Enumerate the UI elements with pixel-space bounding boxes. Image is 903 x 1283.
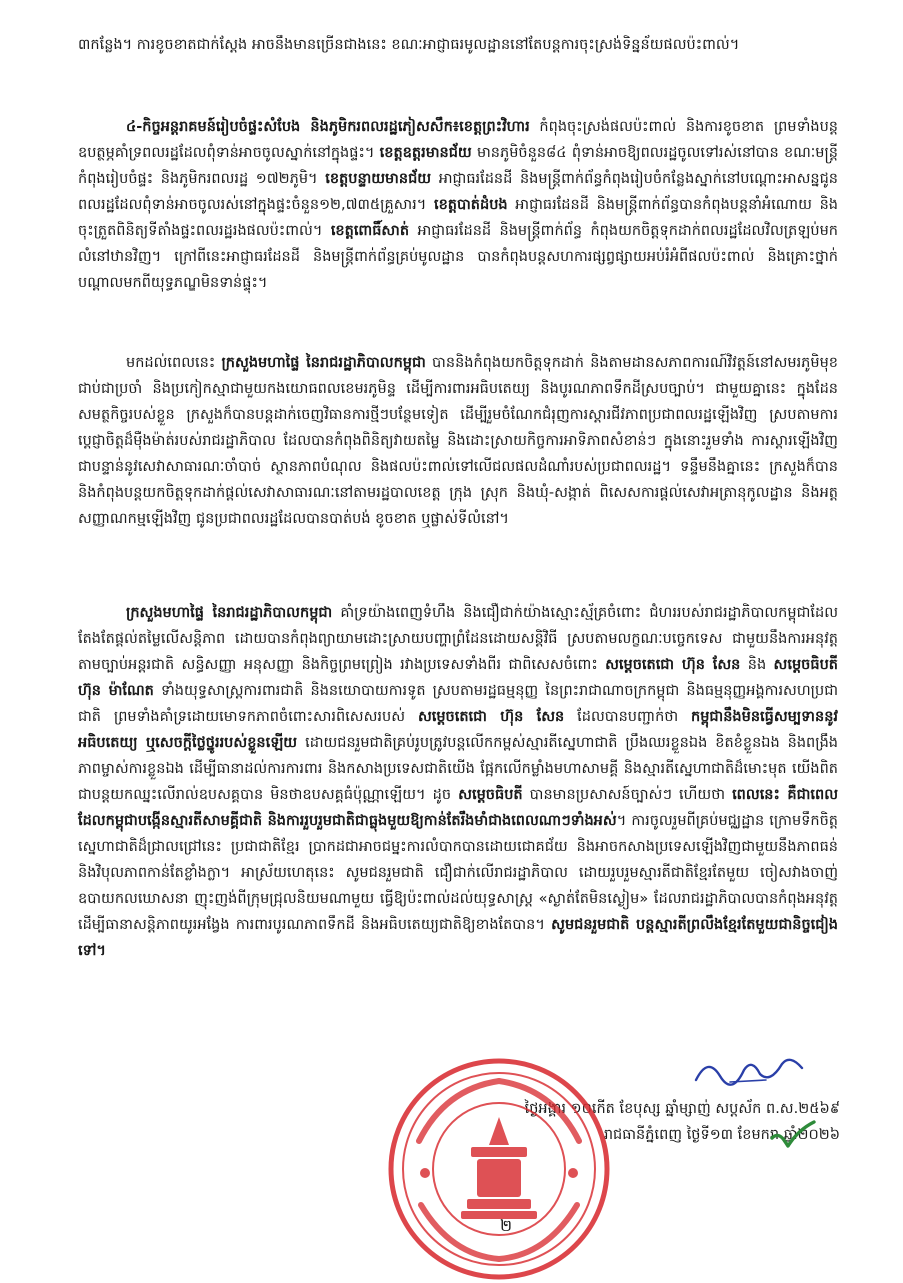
section-lead: ៤-កិច្ចអន្តរាគមន៍រៀបចំផ្ទះសំបែង និងភូមិករពលរដ្ឋភៀសសឹក៖ [126,119,460,135]
province-battambang: ខេត្តបាត់ដំបង [433,197,508,213]
paragraph-housing-intervention: ៤-កិច្ចអន្តរាគមន៍រៀបចំផ្ទះសំបែង និងភូមិករពលរដ្ឋភៀសសឹក៖ខេត្តព្រះវិហារ កំពុងចុះស្រង់ផលប៉ះពាល់ និងការខូចខាត ព្រមទាំងបន្តឧបត្ថម្ភគាំទ្រពលរដ្ឋដែលពុំទាន់អាចចូលស្នាក់នៅក្នុងផ្ទះ។ ខេត្តឧត្តរមានជ័យ មានភូមិចំនួន៨៤ ពុំទាន់អាចឱ្យពលរដ្ឋចូលទៅរស់នៅបាន ខណៈមន្ត្រីកំពុងរៀបចំផ្ទះ និងភូមិករពលរដ្ឋ ១៧២ភូមិ។ ខេត្តបន្ទាយមានជ័យ អាជ្ញាធរដែនដី និងមន្ត្រីពាក់ព័ន្ធកំពុងរៀបចំកន្លែងស្នាក់នៅបណ្ដោះអាសន្នជូនពលរដ្ឋដែលពុំទាន់អាចចូលរស់នៅក្នុងផ្ទះចំនួន១២,៧៣៥គ្រួសារ។ ខេត្តបាត់ដំបង អាជ្ញាធរដែនដី និងមន្ត្រីពាក់ព័ន្ធបានកំពុងបន្តនាំអំណោយ និងចុះត្រួតពិនិត្យទីតាំងផ្ទះពលរដ្ឋរងផលប៉ះពាល់។ ខេត្តពោធិ៍សាត់ អាជ្ញាធរដែនដី និងមន្ត្រីពាក់ព័ន្ធ កំពុងយកចិត្តទុកដាក់ពលរដ្ឋដែលវិលត្រឡប់មកលំនៅឋានវិញ។ ក្រៅពីនេះអាជ្ញាធរដែនដី និងមន្ត្រីពាក់ព័ន្ធគ្រប់មូលដ្ឋាន បានកំពុងបន្តសហការផ្សព្វផ្សាយអប់រំអំពីផលប៉ះពាល់ និងគ្រោះថ្នាក់បណ្ដាលមកពីយុទ្ធភណ្ឌមិនទាន់ផ្ទុះ។ [78,119,839,291]
page-number: ២ [500,1216,513,1235]
ministry-name: ក្រសួងមហាផ្ទៃ នៃរាជរដ្ឋាភិបាលកម្ពុជា [221,355,426,371]
paragraph-damage-note [78,32,838,58]
name-hun-sen: សម្ដេចតេជោ ហ៊ុន សែន [417,709,565,725]
approval-checkmark-icon [768,1118,818,1152]
province-oddar-meanchey: ខេត្តឧត្តរមានជ័យ [379,145,472,161]
quote-national-unity: ពេលនេះ គឺជាពេលដែលកម្ពុជាបង្កើនស្មារតីសាមគ្គីជាតិ និងការរួបរួមជាតិជាធ្លុងមួយឱ្យកាន់តែរឹងមាំជាងពេលណាៗទាំងអស់ [78,787,838,829]
quote-sovereignty: កម្ពុជានឹងមិនធ្វើសម្បទាននូវអធិបតេយ្យ ឬសេចក្ដីថ្លៃថ្នូររបស់ខ្លួនឡើយ [78,709,838,751]
paragraph-ministry-support: ក្រសួងមហាផ្ទៃ នៃរាជរដ្ឋាភិបាលកម្ពុជា គាំទ្រយ៉ាងពេញទំហឹង និងជឿជាក់យ៉ាងស្មោះស្ម័គ្រចំពោះ ជំហររបស់រាជរដ្ឋាភិបាលកម្ពុជាដែលតែងតែផ្ដល់តម្លៃលើសន្តិភាព ដោយបានកំពុងព្យាយាមដោះស្រាយបញ្ហាព្រំដែនដោយសន្តិវិធី ស្របតាមលក្ខណៈបច្ចេកទេស ជាមួយនឹងការអនុវត្តតាមច្បាប់អន្តរជាតិ សន្ធិសញ្ញា អនុសញ្ញា និងកិច្ចព្រមព្រៀង រវាងប្រទេសទាំងពីរ ជាពិសេសចំពោះ សម្ដេចតេជោ ហ៊ុន សែន និង សម្ដេចធិបតី ហ៊ុន ម៉ាណែត ទាំងយុទ្ធសាស្ត្រការពារជាតិ និងនយោបាយការទូត ស្របតាមរដ្ឋធម្មនុញ្ញ នៃព្រះរាជាណាចក្រកម្ពុជា និងធម្មនុញ្ញអង្គការសហប្រជាជាតិ ព្រមទាំងគាំទ្រដោយមោទកភាពចំពោះសារពិសេសរបស់ សម្ដេចតេជោ ហ៊ុន សែន ដែលបានបញ្ជាក់ថា កម្ពុជានឹងមិនធ្វើសម្បទាននូវអធិបតេយ្យ ឬសេចក្ដីថ្លៃថ្នូររបស់ខ្លួនឡើយ ដោយជនរួមជាតិគ្រប់រូបត្រូវបន្តលើកកម្ពស់ស្មារតីស្នេហាជាតិ ប្រឹងឈរខ្លួនឯង ខិតខំខ្លួនឯង និងពង្រឹងភាពម្ចាស់ការខ្លួនឯង ដើម្បីធានាដល់ការការពារ និងកសាងប្រទេសជាតិយើង ផ្អែកលើកម្លាំងមហាសាមគ្គី និងស្មារតីស្នេហាជាតិដ៏មោះមុត យើងពិតជាបន្តយកឈ្នះលើរាល់ឧបសគ្គបាន មិនថាឧបសគ្គធំប៉ុណ្ណាឡើយ។ ដូច សម្ដេចធិបតី បានមានប្រសាសន៍ច្បាស់ៗ ហើយថា ពេលនេះ គឺជាពេលដែលកម្ពុជាបង្កើនស្មារតីសាមគ្គីជាតិ និងការរួបរួមជាតិជាធ្លុងមួយឱ្យកាន់តែរឹងមាំជាងពេលណាៗទាំងអស់។ ការចូលរួមពីគ្រប់មជ្ឈដ្ឋាន ក្រោមទឹកចិត្តស្នេហាជាតិដ៏ជ្រាលជ្រៅនេះ ប្រជាជាតិខ្មែរ ប្រាកដជាអាចជម្នះការលំបាកបានដោយជោគជ័យ និងអាចកសាងប្រទេសឡើងវិញជាមួយនឹងភាពធន់ និងវិបុលភាពកាន់តែខ្លាំងក្លា។ អាស្រ័យហេតុនេះ សូមជនរួមជាតិ ជឿជាក់លើរាជរដ្ឋាភិបាល ដោយរួបរួមស្មារតីជាតិខ្មែរតែមួយ ចៀសវាងចាញ់ឧបាយកលឃោសនា ញុះញង់ពីក្រុមជ្រុលនិយមណាមួយ ធ្វើឱ្យប៉ះពាល់ដល់យុទ្ធសាស្ត្រ «ស្ងាត់តែមិនស្ងៀម» ដែលរាជរដ្ឋាភិបាលបានកំពុងអនុវត្ត ដើម្បីធានាសន្តិភាពយូរអង្វែង ការពារបូរណភាពទឹកដី និងអធិបតេយ្យជាតិឱ្យខាងតែបាន។ សូមជនរួមជាតិ បន្តស្មារតីព្រលឹងខ្មែរតែមួយជានិច្ចជៀងទៅ។ [78,605,839,959]
paragraph-text: ៣កន្លែង។ ការខូចខាតជាក់ស្ដែង អាចនឹងមានច្រើនជាងនេះ ខណៈអាជ្ញាធរមូលដ្ឋាននៅតែបន្តការចុះស្រង់ទិន្នន័យផលប៉ះពាល់។ [78,37,740,53]
province-preah-vihear: ខេត្តព្រះវិហារ [459,119,530,135]
closing-appeal: សូមជនរួមជាតិ បន្តស្មារតីព្រលឹងខ្មែរតែមួយជានិច្ចជៀងទៅ។ [78,917,838,959]
ministry-name: ក្រសួងមហាផ្ទៃ នៃរាជរដ្ឋាភិបាលកម្ពុជា [126,605,333,621]
name-hun-sen: សម្ដេចតេជោ ហ៊ុន សែន [605,657,741,673]
paragraph-ministry-actions: មកដល់ពេលនេះ ក្រសួងមហាផ្ទៃ នៃរាជរដ្ឋាភិបាលកម្ពុជា បាននិងកំពុងយកចិត្តទុកដាក់ និងតាមដានសភាពការណ៍វិវត្តន៍នៅសមរភូមិមុខជាប់ជាប្រចាំ និងប្រកៀកស្មាជាមួយកងយោធពលខេមរភូមិន្ទ ដើម្បីការពារអធិបតេយ្យ និងបូរណភាពទឹកដីស្របច្បាប់។ ជាមួយគ្នានេះ ក្នុងដែនសមត្ថកិច្ចរបស់ខ្លួន ក្រសួងក៏បានបន្តដាក់ចេញវិធានការថ្មីៗបន្ថែមទៀត ដើម្បីរួមចំណែកជំរុញការស្ដារជីវភាពប្រជាពលរដ្ឋឡើងវិញ ស្របតាមការប្ដេជ្ញាចិត្តដ៏មុឺងម៉ាត់របស់រាជរដ្ឋាភិបាល ដែលបានកំពុងពិនិត្យវាយតម្លៃ និងដោះស្រាយកិច្ចការអាទិភាពសំខាន់ៗ ក្នុងនោះរួមទាំង ការស្ដារឡើងវិញជាបន្ទាន់នូវសេវាសាធារណៈចាំបាច់ ស្ថានភាពបំណុល និងផលប៉ះពាល់ទៅលើជលផលដំណាំរបស់ប្រជាពលរដ្ឋ។ ទន្ទឹមនឹងគ្នានេះ ក្រសួងក៏បាននិងកំពុងបន្តយកចិត្តទុកដាក់ផ្ដល់សេវាសាធារណៈនៅតាមរដ្ឋបាលខេត្ត ក្រុង ស្រុក និងឃុំ-សង្កាត់ ពិសេសការផ្ដល់សេវាអត្រានុកូលដ្ឋាន និងអត្តសញ្ញាណកម្មឡើងវិញ ជូនប្រជាពលរដ្ឋដែលបានបាត់បង់ ខូចខាត ឬផ្លាស់ទីលំនៅ។ [78,355,838,527]
lunar-date-line: ថ្ងៃអង្គារ ១០កើត ខែបុស្ស ឆ្នាំម្សាញ់ សប្តស័ក ព.ស.២៥៦៩ [524,1101,840,1117]
official-seal-icon [385,1055,613,1283]
name-hun-manet: សម្ដេចធិបតី ហ៊ុន ម៉ាណែត [78,657,838,699]
province-pursat: ខេត្តពោធិ៍សាត់ [330,223,410,239]
signature-icon [690,1050,810,1090]
province-banteay-meanchey: ខេត្តបន្ទាយមានជ័យ [325,171,432,187]
title-samdech-thipadei: សម្ដេចធិបតី [458,787,523,803]
solar-date-line: រាជធានីភ្នំពេញ ថ្ងៃទី១៣ ខែមករា ឆ្នាំ២០២៦ [603,1127,840,1143]
